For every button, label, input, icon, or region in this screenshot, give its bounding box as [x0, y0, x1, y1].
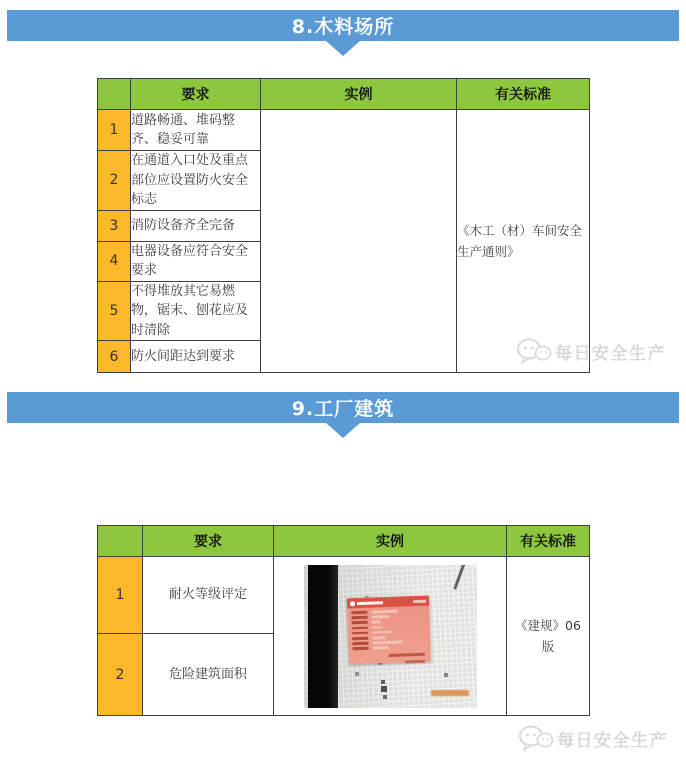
placard-footer-bar-2: [405, 659, 425, 662]
watermark-text: 每日安全生产: [555, 343, 666, 364]
section-banner-factory-building: 9.工厂建筑: [7, 392, 679, 423]
requirement-cell: 危险建筑面积: [143, 634, 274, 716]
row-number-cell: 3: [98, 210, 131, 241]
example-cell: [261, 110, 457, 373]
header-example: 实例: [261, 79, 457, 110]
row-number-cell: 2: [98, 151, 131, 211]
standard-cell: 《建规》06版: [507, 557, 590, 716]
requirement-cell: 电器设备应符合安全要求: [131, 241, 261, 281]
placard-logo-icon: [349, 600, 354, 605]
requirement-cell: 消防设备齐全完备: [131, 210, 261, 241]
row-number-cell: 1: [98, 557, 143, 634]
watermark-text: 每日安全生产: [557, 730, 668, 751]
corner-header-cell: [98, 526, 143, 557]
red-rating-placard: [346, 595, 430, 664]
header-standard: 有关标准: [507, 526, 590, 557]
row-number-cell: 6: [98, 341, 131, 373]
header-standard: 有关标准: [457, 79, 590, 110]
watermark-chat-bubbles-icon: [518, 723, 554, 753]
table-header-row: [98, 526, 590, 557]
table-header-row: [98, 79, 590, 110]
row-number-cell: 2: [98, 634, 143, 716]
wood-site-table: [97, 78, 590, 373]
corner-header-cell: [98, 79, 131, 110]
placard-footer-bar: [388, 652, 424, 656]
requirement-cell: 在通道入口处及重点部位应设置防火安全标志: [131, 151, 261, 211]
requirement-cell: 耐火等级评定: [143, 557, 274, 634]
example-cell: [274, 557, 507, 716]
section-banner-wood-site: 8.木料场所: [7, 10, 679, 41]
watermark-daily-safety: [518, 723, 668, 753]
placard-text-rows: [347, 605, 431, 664]
placard-title-bar: [356, 600, 382, 604]
watermark-daily-safety: [516, 336, 666, 366]
header-example: 实例: [274, 526, 507, 557]
example-photo[interactable]: [304, 565, 477, 708]
wall-specks: [304, 565, 306, 567]
standard-cell: 《木工（材）车间安全生产通则》: [457, 110, 590, 373]
banner-arrow-down-icon: [326, 41, 360, 56]
placard-header-right-bar: [412, 599, 425, 602]
table-row: [98, 110, 590, 151]
header-requirement: 要求: [143, 526, 274, 557]
requirement-cell: 防火间距达到要求: [131, 341, 261, 373]
header-requirement: 要求: [131, 79, 261, 110]
watermark-chat-bubbles-icon: [516, 336, 552, 366]
photo-timestamp: [431, 690, 469, 696]
banner-arrow-down-icon: [326, 423, 360, 438]
photo-dark-edge: [308, 565, 338, 708]
row-number-cell: 4: [98, 241, 131, 281]
requirement-cell: 不得堆放其它易燃物，锯末、刨花应及时清除: [131, 281, 261, 341]
factory-building-table: [97, 525, 590, 716]
row-number-cell: 1: [98, 110, 131, 151]
requirement-cell: 道路畅通、堆码整齐、稳妥可靠: [131, 110, 261, 151]
table-row: [98, 557, 590, 634]
row-number-cell: 5: [98, 281, 131, 341]
